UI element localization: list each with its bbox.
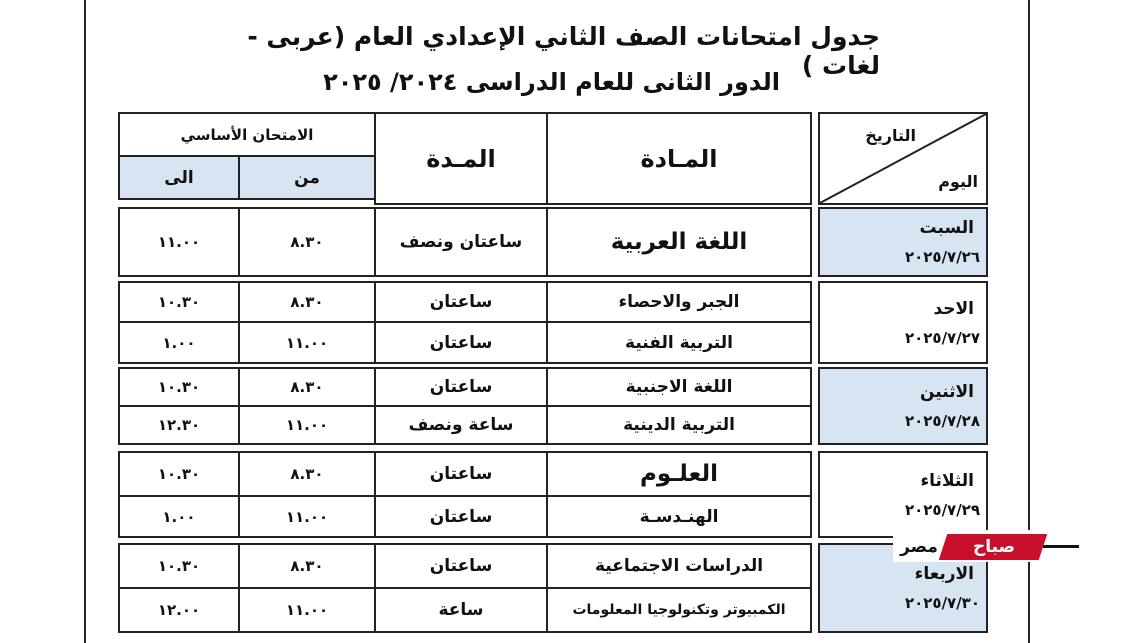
subject-column-header: المـادة	[546, 112, 812, 205]
duration-cell: ساعتان	[374, 367, 548, 407]
day-cell	[818, 207, 988, 277]
day-name: الثلاثاء	[920, 470, 974, 491]
basic-exam-header: الامتحان الأساسي	[118, 112, 376, 157]
from-time-cell: ٨.٣٠	[238, 543, 376, 589]
page-frame-left	[84, 0, 86, 643]
watermark-word-masr: مصر	[900, 537, 938, 557]
from-time-cell: ١١.٠٠	[238, 405, 376, 445]
duration-cell: ساعتان	[374, 495, 548, 538]
subject-cell: الكمبيوتر وتكنولوجيا المعلومات	[546, 587, 812, 633]
from-time-cell: ١١.٠٠	[238, 321, 376, 364]
day-name: الاحد	[933, 298, 974, 319]
subject-cell: اللغة العربية	[546, 207, 812, 277]
day-cell	[818, 367, 988, 445]
from-time-cell: ٨.٣٠	[238, 451, 376, 497]
day-name: السبت	[919, 218, 974, 238]
day-date: ٢٠٢٥/٧/٢٦	[904, 248, 980, 266]
day-date: ٢٠٢٥/٧/٢٩	[904, 500, 980, 519]
duration-cell: ساعتان ونصف	[374, 207, 548, 277]
from-time-cell: ٨.٣٠	[238, 367, 376, 407]
duration-column-header: المـدة	[374, 112, 548, 205]
duration-cell: ساعة	[374, 587, 548, 633]
to-column-header: الى	[118, 155, 240, 200]
from-time-cell: ٨.٣٠	[238, 281, 376, 323]
to-time-cell: ١٠.٣٠	[118, 543, 240, 589]
from-column-header: من	[238, 155, 376, 200]
page-subtitle: الدور الثانى للعام الدراسى ٢٠٢٤/ ٢٠٢٥	[323, 68, 780, 96]
from-time-cell: ١١.٠٠	[238, 587, 376, 633]
subject-cell: الجبر والاحصاء	[546, 281, 812, 323]
subject-cell: الدراسات الاجتماعية	[546, 543, 812, 589]
subject-cell: العلـوم	[546, 451, 812, 497]
duration-cell: ساعتان	[374, 451, 548, 497]
corner-header-cell	[818, 112, 988, 205]
day-cell	[818, 281, 988, 364]
to-time-cell: ١.٠٠	[118, 321, 240, 364]
to-time-cell: ١٢.٠٠	[118, 587, 240, 633]
to-time-cell: ١٢.٣٠	[118, 405, 240, 445]
subject-cell: التربية الدينية	[546, 405, 812, 445]
day-date: ٢٠٢٥/٧/٢٨	[904, 412, 980, 430]
day-name: الاربعاء	[914, 564, 974, 584]
from-time-cell: ١١.٠٠	[238, 495, 376, 538]
to-time-cell: ١١.٠٠	[118, 207, 240, 277]
subject-cell: اللغة الاجنبية	[546, 367, 812, 407]
duration-cell: ساعتان	[374, 281, 548, 323]
day-date: ٢٠٢٥/٧/٢٧	[904, 328, 980, 347]
watermark-logo	[893, 530, 1083, 566]
duration-cell: ساعتان	[374, 543, 548, 589]
day-date: ٢٠٢٥/٧/٣٠	[904, 594, 980, 612]
watermark-line	[1043, 545, 1079, 548]
to-time-cell: ١.٠٠	[118, 495, 240, 538]
to-time-cell: ١٠.٣٠	[118, 367, 240, 407]
corner-date-label: التاريخ	[865, 126, 916, 145]
subject-cell: التربية الفنية	[546, 321, 812, 364]
day-name: الاثنين	[919, 382, 974, 402]
duration-cell: ساعة ونصف	[374, 405, 548, 445]
from-time-cell: ٨.٣٠	[238, 207, 376, 277]
subject-cell: الهنـدسـة	[546, 495, 812, 538]
watermark-word-sabah: صباح	[973, 537, 1016, 557]
corner-day-label: اليوم	[938, 172, 978, 191]
to-time-cell: ١٠.٣٠	[118, 451, 240, 497]
page-title: جدول امتحانات الصف الثاني الإعدادي العام (عربى - لغات )	[247, 22, 880, 80]
to-time-cell: ١٠.٣٠	[118, 281, 240, 323]
day-cell	[818, 451, 988, 538]
duration-cell: ساعتان	[374, 321, 548, 364]
